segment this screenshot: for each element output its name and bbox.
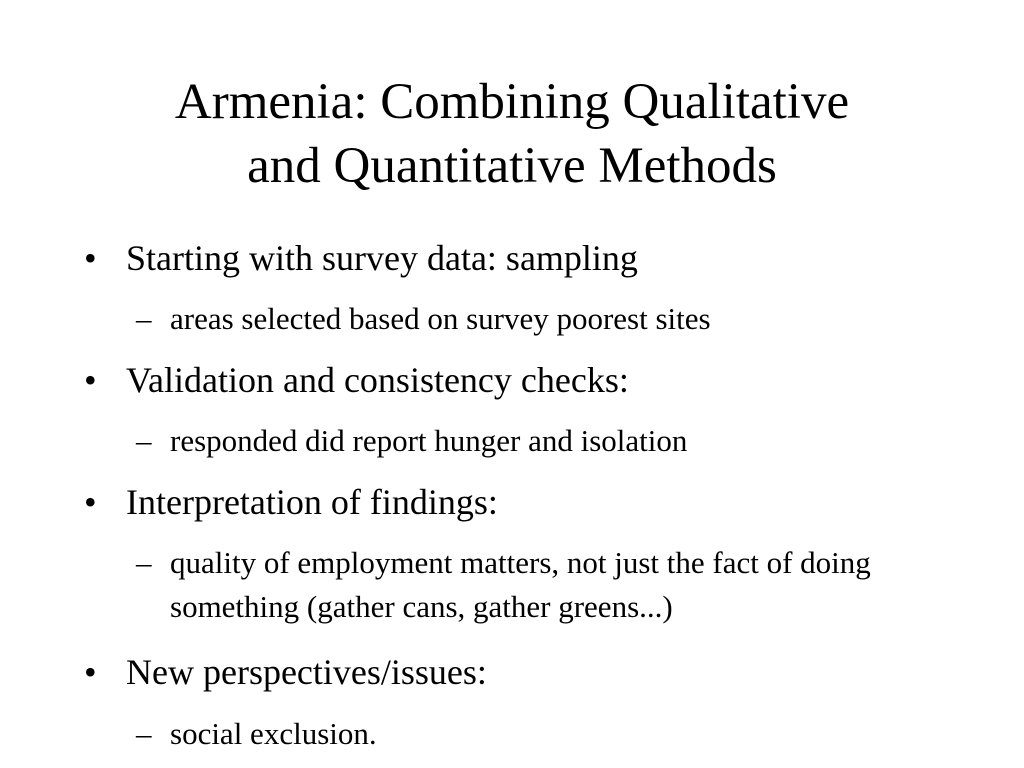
bullet-icon: • bbox=[84, 652, 97, 692]
sub-bullet-text: social exclusion. bbox=[170, 716, 377, 751]
sub-bullet-text: responded did report hunger and isolation bbox=[170, 423, 688, 458]
bullet-text: Starting with survey data: sampling bbox=[126, 238, 638, 278]
bullet-text: Interpretation of findings: bbox=[126, 482, 498, 522]
dash-icon: – bbox=[136, 716, 152, 751]
slide-title-line-2: and Quantitative Methods bbox=[247, 138, 777, 194]
slide-title bbox=[60, 70, 964, 198]
dash-icon: – bbox=[136, 301, 152, 336]
sub-bullet-text: areas selected based on survey poorest sites bbox=[170, 301, 711, 336]
dash-icon: – bbox=[136, 545, 152, 580]
dash-icon: – bbox=[136, 423, 152, 458]
slide-title-line-1: Armenia: Combining Qualitative bbox=[174, 74, 850, 130]
bullet-icon: • bbox=[84, 482, 97, 522]
bullet-text: Validation and consistency checks: bbox=[126, 360, 629, 400]
bullet-icon: • bbox=[84, 238, 97, 278]
sub-bullet-text: quality of employment matters, not just the fact of doing something (gather cans, gather greens...) bbox=[170, 545, 871, 624]
bullet-icon: • bbox=[84, 360, 97, 400]
bullet-text: New perspectives/issues: bbox=[126, 652, 487, 692]
